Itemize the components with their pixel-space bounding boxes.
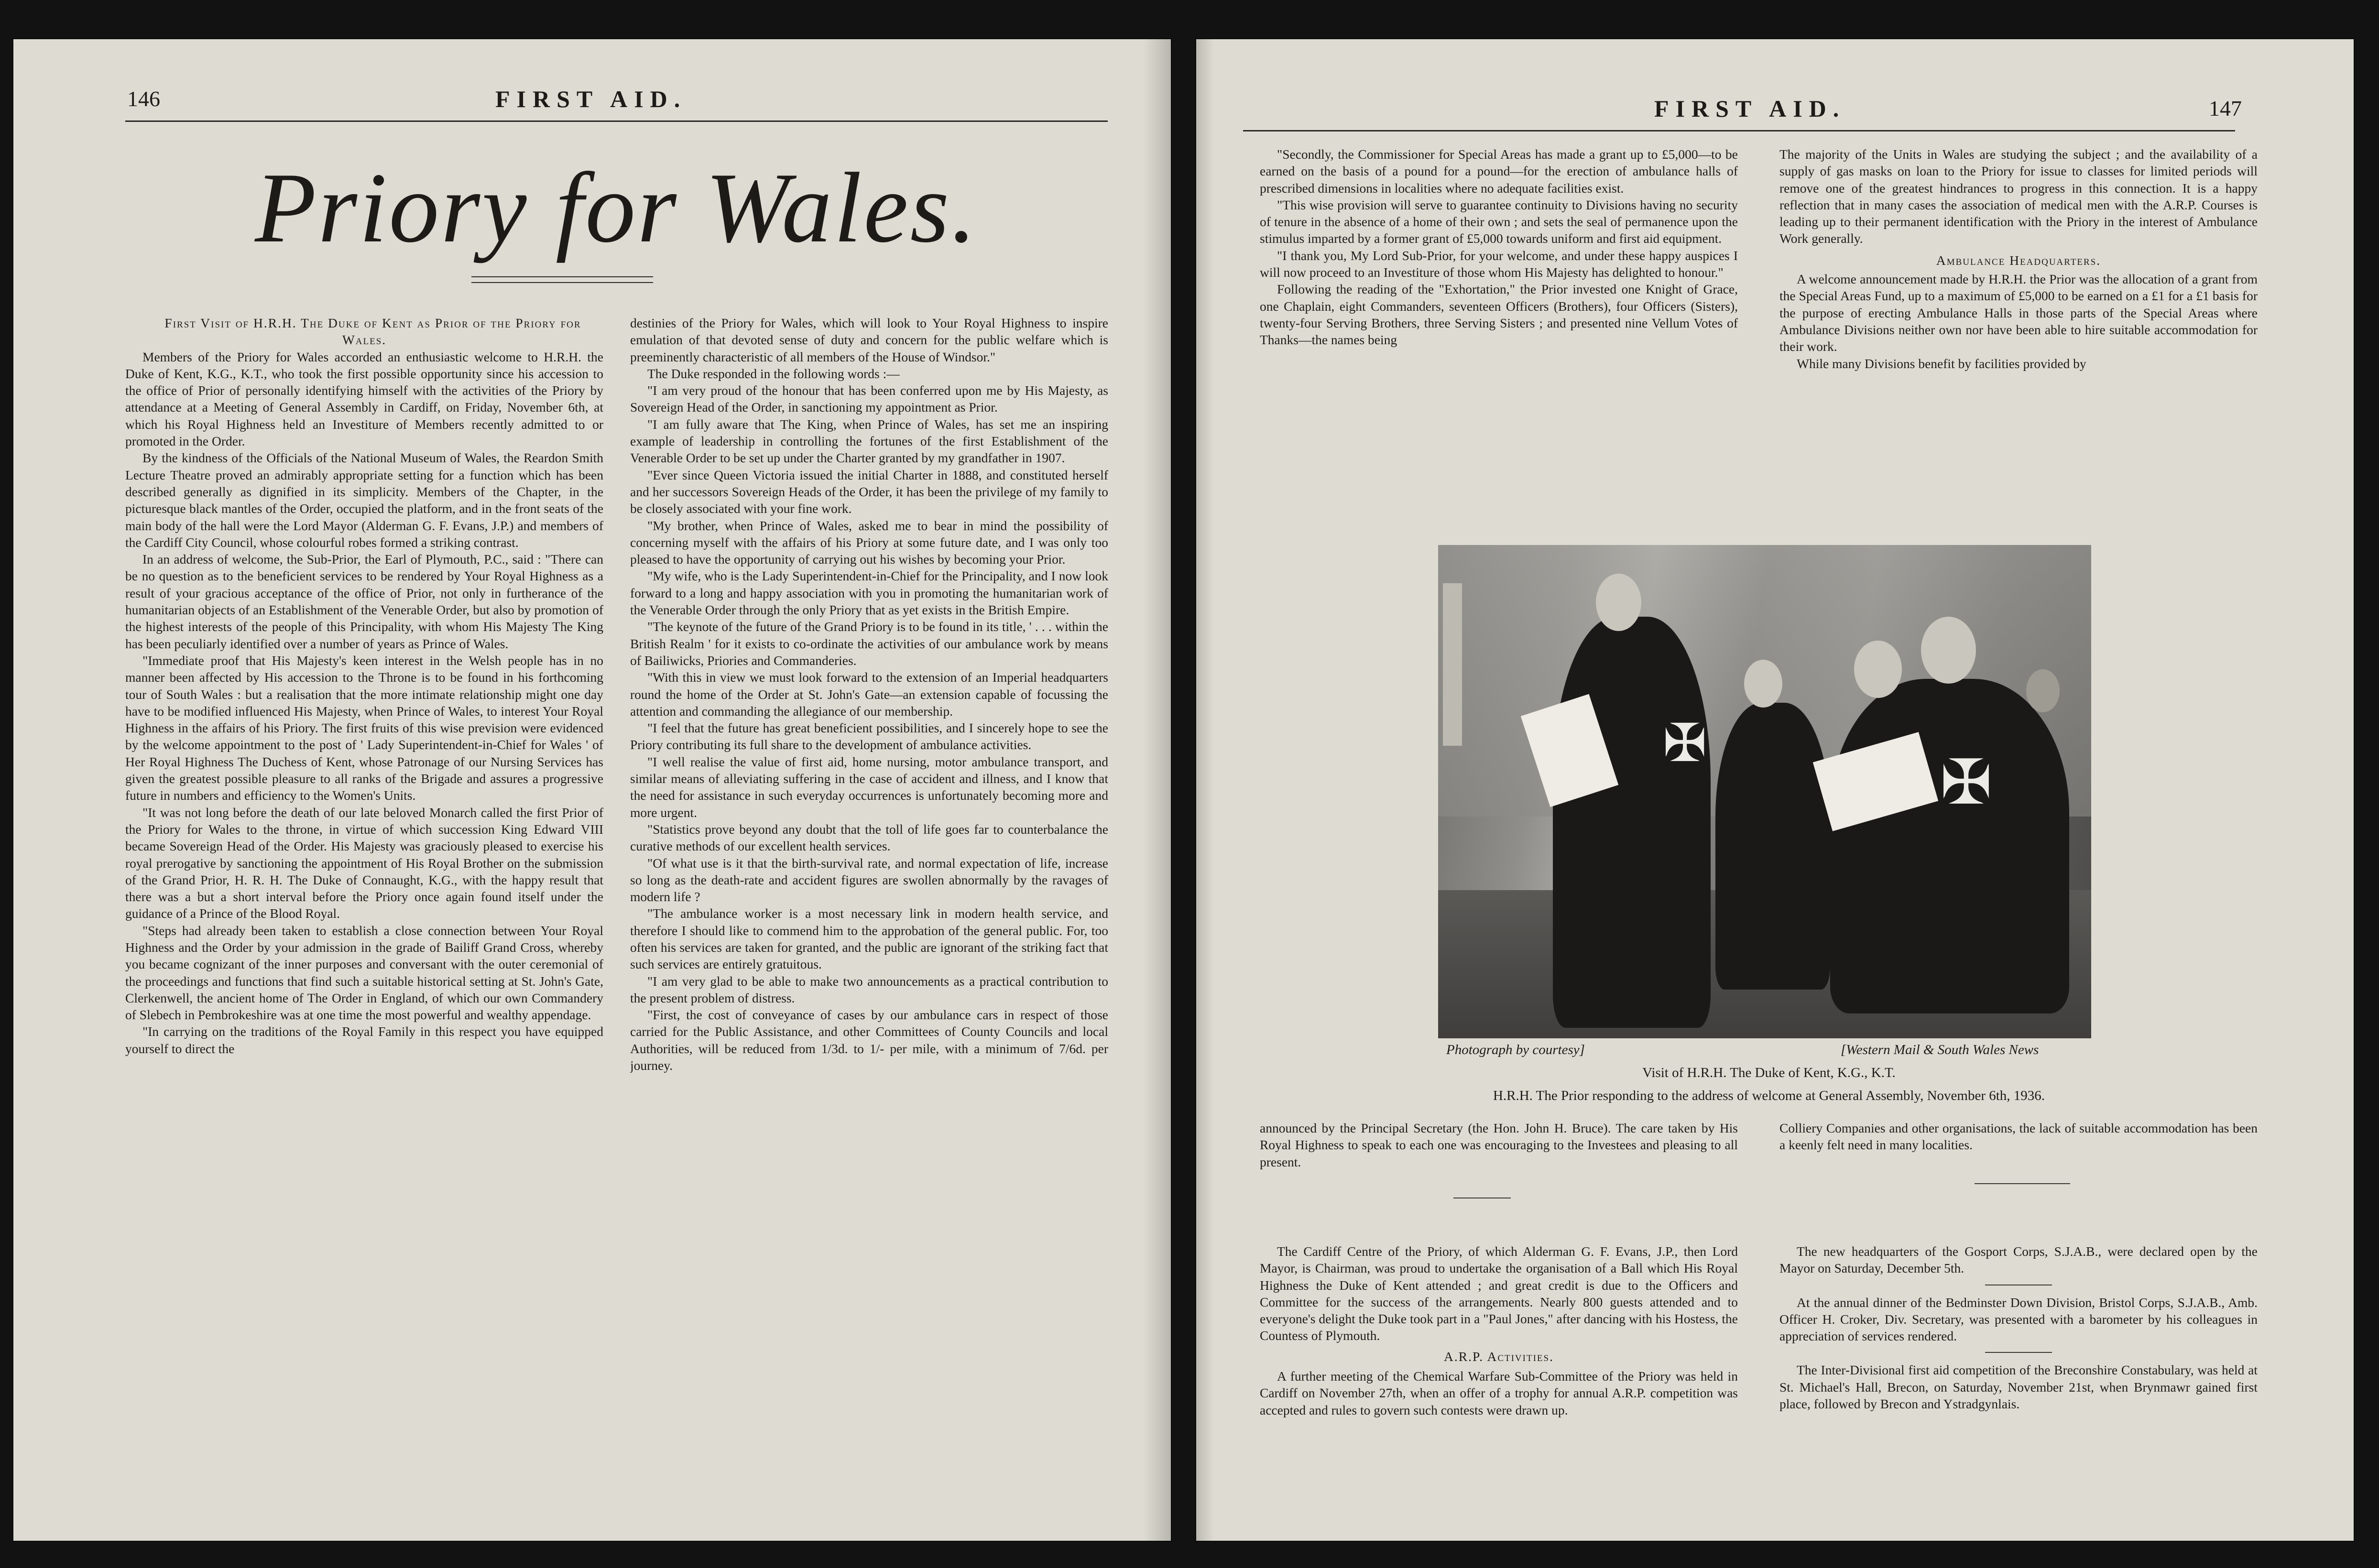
paragraph: "Immediate proof that His Majesty's keen interest in the Welsh people has in no manner been affected by His accession to the Throne is to be found in his forthcoming tour of South Wales : but a realisation that the more intimate relationship might one day have to be modified influenced His Majesty, when Prince of Wales, to interest Your Royal Highness in the affairs of his Priory. The first fruits of this wise prevision were evidenced by the welcome appointment to the post of ' Lady Superintendent-in-Chief for Wales ' of Her Royal Highness The Duchess of Kent, whose Patronage of our Nursing Services has given the greatest possible pleasure to all ranks of the Brigade and assures a progressive future in numbers and efficiency to the Women's Units.: [125, 653, 603, 803]
paragraph: The majority of the Units in Wales are studying the subject ; and the availability of a supply of gas masks on loan to the Priory for issue to classes for limited periods will remove one of the greatest hindrances to progress in this connection. It is a happy reflection that in many cases the association of medical men with the A.R.P. Courses is leading up to their permanent identification with the Priory in the interest of Ambulance Work generally.: [1779, 147, 2258, 246]
paragraph: "The keynote of the future of the Grand Priory is to be found in its title, ' . . . within the British Realm ' for it exists to co-ordinate the activities of our ambulance work by means of Bailiwicks, Priories and Commanderies.: [630, 619, 1108, 668]
paragraph: "In carrying on the traditions of the Royal Family in this respect you have equipped yourself to direct the: [125, 1024, 603, 1056]
photo-caption-title: Visit of H.R.H. The Duke of Kent, K.G., K.T.: [1642, 1065, 1896, 1080]
lower-column-1: [1260, 1120, 1738, 1170]
title-rule-2: [471, 282, 653, 283]
paragraph: The Duke responded in the following words :—: [647, 366, 900, 381]
left-column-1: [125, 315, 603, 1510]
paragraph: "It was not long before the death of our late beloved Monarch called the first Prior of the Priory for Wales to the throne, in virtue of which succession King Edward VIII became Sovereign Head of the Order. His Majesty was graciously pleased to exercise his royal prerogative by sanctioning the appointment of His Royal Brother on the submission of the Grand Prior, H. R. H. The Duke of Connaught, K.G., with the happy result that there was a but a short interval before the Priory once again found itself under the guidance of a Prince of the Blood Royal.: [125, 805, 603, 921]
ornament-divider: [1779, 1277, 2258, 1294]
investiture-photograph: [1438, 545, 2091, 1038]
ornament-divider: [1779, 1344, 2258, 1361]
paragraph: "The ambulance worker is a most necessary link in modern health service, and therefore I should like to commend him to the approbation of the general public. For, too often his services are taken for granted, and the public are ignorant of the striking fact that such services are entirely gratuitous.: [630, 906, 1108, 972]
paragraph: The Inter-Divisional first aid competition of the Breconshire Constabulary, was held at St. Michael's Hall, Brecon, on Saturday, November 21st, when Brynmawr gained first place, followed by Brecon and Ystradgynlais.: [1779, 1362, 2258, 1412]
ornament-divider: [1975, 1183, 2070, 1184]
title-rule-1: [471, 276, 653, 277]
header-rule-right: [1243, 130, 2235, 131]
photo-credit-left: Photograph by courtesy]: [1446, 1042, 1585, 1057]
paragraph: announced by the Principal Secretary (the Hon. John H. Bruce). The care taken by His Royal Highness to speak to each one was encouraging to the Investees and pleasing to all present.: [1260, 1121, 1738, 1169]
paragraph: destinies of the Priory for Wales, which will look to Your Royal Highness to inspire emulation of that devoted sense of duty and concern for the public welfare which is preeminently characteristic of all members of the House of Windsor.": [630, 316, 1108, 364]
photo-credit-right: [Western Mail & South Wales News: [1841, 1042, 2039, 1057]
ambulance-headquarters-heading: Ambulance Headquarters.: [1936, 252, 2101, 268]
paragraph: While many Divisions benefit by facilities provided by: [1797, 356, 2086, 371]
maltese-cross-icon: ✠: [1663, 714, 1707, 773]
lower-column-1-continued: [1260, 1243, 1738, 1418]
paragraph: At the annual dinner of the Bedminster Down Division, Bristol Corps, S.J.A.B., Amb. Officer H. Croker, Div. Secretary, was presented with a barometer by his colleagues in appreciation of services rendered.: [1779, 1295, 2258, 1344]
paragraph: "First, the cost of conveyance of cases by our ambulance cars in respect of those carried for the Public Assistance, and other Committees of County Councils and local Authorities, will be reduced from 1/3d. to 1/- per mile, with a minimum of 7/6d. per journey.: [630, 1007, 1108, 1073]
article-title: Priory for Wales.: [255, 152, 978, 263]
page-number-left: 146: [127, 87, 160, 111]
paragraph: "I am very glad to be able to make two announcements as a practical contribution to the present problem of distress.: [630, 973, 1108, 1005]
right-column-1: [1260, 146, 1738, 533]
paragraph: "Steps had already been taken to establish a close connection between Your Royal Highness and the Order by your admission in the grade of Bailiff Grand Cross, whereby you became cognizant of the inner purposes and conversant with the outer ceremonial of the proceedings and functions that find such a suitable historical setting at St. John's Gate, Clerkenwell, the ancient home of The Order in England, of which our own Commandery of Slebech in Pembrokeshire was at one time the most powerful and wealthy appendage.: [125, 923, 603, 1023]
paragraph: By the kindness of the Officials of the National Museum of Wales, the Reardon Smith Lecture Theatre proved an admirably appropriate setting for a function which has been described generally as dignified in its simplicity. Members of the Chapter, in the picturesque black mantles of the Order, occupied the platform, and in the front seats of the main body of the hall were the Lord Mayor (Alderman G. F. Evans, J.P.) and members of the Cardiff City Council, whose colourful robes formed a striking contrast.: [125, 450, 603, 550]
paragraph: "Statistics prove beyond any doubt that the toll of life goes far to counterbalance the curative methods of our excellent health services.: [630, 821, 1108, 854]
paragraph: Following the reading of the "Exhortation," the Prior invested one Knight of Grace, one Chaplain, eight Commanders, seventeen Officers (Brothers), four Officers (Sisters), twenty-four Serving Brothers, three Serving Sisters ; and presented nine Vellum Votes of Thanks—the names being: [1260, 282, 1738, 348]
lower-column-2: [1779, 1120, 2258, 1154]
right-page: [1195, 38, 2355, 1542]
running-head-right: FIRST AID.: [1654, 95, 1846, 122]
header-rule-left: [125, 120, 1108, 122]
article-subheading: First Visit of H.R.H. The Duke of Kent as Prior of the Priory for Wales.: [164, 316, 581, 348]
maltese-cross-icon: ✠: [1940, 749, 1992, 817]
paragraph: "Ever since Queen Victoria issued the initial Charter in 1888, and constituted herself and her successors Sovereign Heads of the Order, it has been the privilege of my family to be closely associated with your fine work.: [630, 467, 1108, 516]
paragraph: "Secondly, the Commissioner for Special Areas has made a grant up to £5,000—to be earned on the basis of a pound for a pound—for the erection of ambulance halls of prescribed dimensions in localities where no adequate facilities exist.: [1260, 147, 1738, 196]
arp-activities-heading: A.R.P. Activities.: [1444, 1349, 1554, 1364]
right-column-2: [1779, 146, 2258, 533]
paragraph: "I am fully aware that The King, when Prince of Wales, has set me an inspiring example of leadership in controlling the fortunes of the first Establishment of the Venerable Order to be set up under the Charter granted by my grandfather in 1907.: [630, 416, 1108, 466]
paragraph: "My wife, who is the Lady Superintendent-in-Chief for the Principality, and I now look forward to a long and happy association with you in promoting the humanitarian work of the Venerable Order through the only Priory that as yet exists in the British Empire.: [630, 568, 1108, 618]
paragraph: In an address of welcome, the Sub-Prior, the Earl of Plymouth, P.C., said : "There can be no question as to the beneficient services to be rendered by Your Royal Highness as a result of your gracious acceptance of the office of Prior, not only in furtherance of the humanitarian objects of an Establishment of the Venerable Order, but also by promotion of the highest interests of the people of this Principality, with whom His Majesty The King has been peculiarly identified over a number of years as Prince of Wales.: [125, 552, 603, 651]
left-column-2: [630, 315, 1108, 1510]
left-page: [12, 38, 1172, 1542]
paragraph: Colliery Companies and other organisations, the lack of suitable accommodation has been a keenly felt need in many localities.: [1779, 1121, 2258, 1153]
running-head-left: FIRST AID.: [495, 86, 687, 112]
paragraph: The Cardiff Centre of the Priory, of which Alderman G. F. Evans, J.P., then Lord Mayor, is Chairman, was proud to undertake the organisation of a Ball which His Royal Highness the Duke of Kent attended ; and great credit is due to the Officers and Committee for the success of the arrangements. Nearly 800 guests attended and to everyone's delight the Duke took part in a "Paul Jones," after dancing with his Hostess, the Countess of Plymouth.: [1260, 1244, 1738, 1343]
lower-column-2-continued: [1779, 1243, 2258, 1412]
paragraph: "With this in view we must look forward to the extension of an Imperial headquarters round the home of the Order at St. John's Gate—an extension capable of focussing the attention and commanding the allegiance of our membership.: [630, 670, 1108, 719]
photo-caption-description: H.R.H. The Prior responding to the address of welcome at General Assembly, November 6th, 1936.: [1493, 1088, 2045, 1103]
paragraph: "My brother, when Prince of Wales, asked me to bear in mind the possibility of concerning myself with the affairs of his Priory at some future date, and I was only too pleased to have the opportunity of carrying out his wishes by becoming your Prior.: [630, 518, 1108, 567]
paragraph: Members of the Priory for Wales accorded an enthusiastic welcome to H.R.H. the Duke of Kent, K.G., K.T., who took the first possible opportunity since his accession to the office of Prior of personally identifying himself with the activities of the Priory by attendance at a Meeting of General Assembly in Cardiff, on Friday, November 6th, at which his Royal Highness held an Investiture of Members recently admitted to or promoted in the Order.: [125, 349, 603, 449]
page-number-right: 147: [2209, 96, 2242, 120]
paragraph: "Of what use is it that the birth-survival rate, and normal expectation of life, increase so long as the death-rate and accident figures are swollen abnormally by the ravages of modern life ?: [630, 855, 1108, 904]
paragraph: "I thank you, My Lord Sub-Prior, for your welcome, and under these happy auspices I will now proceed to an Investiture of those whom His Majesty has delighted to honour.": [1260, 248, 1738, 280]
paragraph: "I feel that the future has great beneficient possibilities, and I sincerely hope to see the Priory contributing its full share to the development of ambulance activities.: [630, 720, 1108, 752]
paragraph: "I well realise the value of first aid, home nursing, motor ambulance transport, and similar means of alleviating suffering in the case of accident and illness, and I know that the need for assistance in such everyday occurrences is unfortunately becoming more and more urgent.: [630, 754, 1108, 820]
paragraph: "This wise provision will serve to guarantee continuity to Divisions having no security of tenure in the absence of a home of their own ; and sets the seal of permanence upon the stimulus imparted by a former grant of £5,000 towards uniform and first aid equipment.: [1260, 197, 1738, 246]
paragraph: The new headquarters of the Gosport Corps, S.J.A.B., were declared open by the Mayor on Saturday, December 5th.: [1779, 1244, 2258, 1276]
paragraph: A welcome announcement made by H.R.H. the Prior was the allocation of a grant from the Special Areas Fund, up to a maximum of £5,000 to be earned on a £1 for a £1 basis for the purpose of erecting Ambulance Halls in those parts of the Special Areas where Ambulance Divisions neither own nor have been able to hire suitable accommodation for their work.: [1779, 272, 2258, 354]
paragraph: A further meeting of the Chemical Warfare Sub-Committee of the Priory was held in Cardiff on November 27th, when an offer of a trophy for annual A.R.P. competition was accepted and rules to govern such contests were drawn up.: [1260, 1369, 1738, 1417]
paragraph: "I am very proud of the honour that has been conferred upon me by His Majesty, as Sovereign Head of the Order, in sanctioning my appointment as Prior.: [630, 383, 1108, 415]
